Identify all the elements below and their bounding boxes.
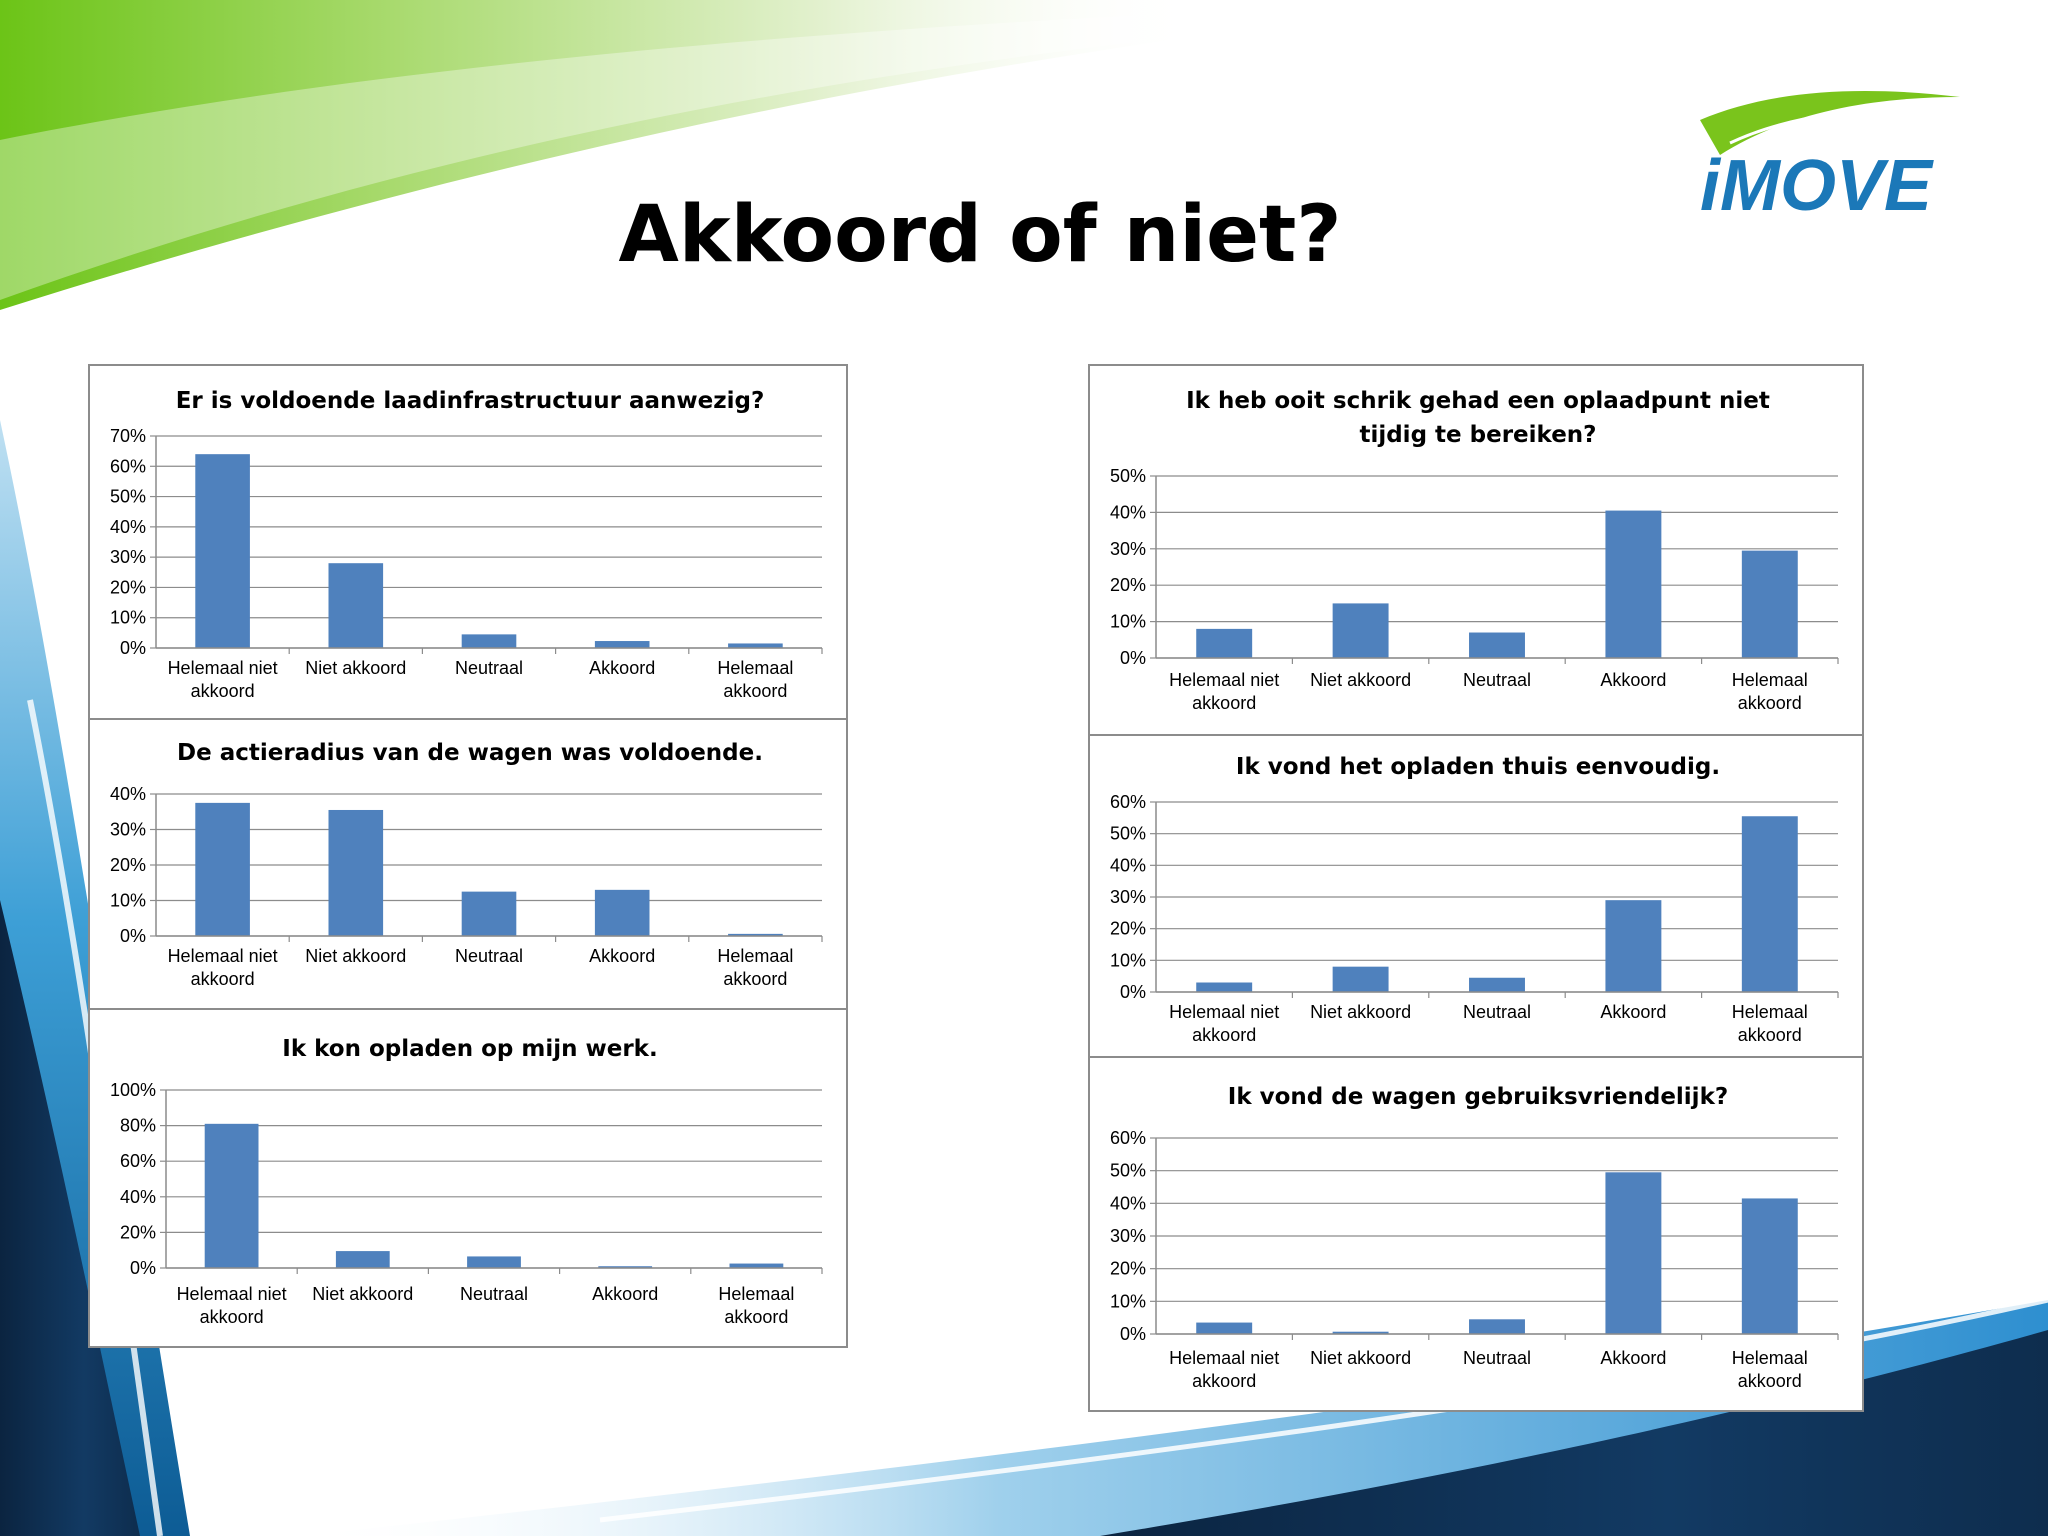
chart-title: Ik vond de wagen gebruiksvriendelijk? xyxy=(1227,1084,1729,1110)
bar xyxy=(205,1124,259,1268)
x-tick-label: Helemaal xyxy=(718,1284,795,1304)
y-tick-label: 40% xyxy=(119,1186,156,1207)
y-tick-label: 20% xyxy=(1109,918,1146,939)
x-tick-label: akkoord xyxy=(1192,1025,1257,1045)
x-tick-label: akkoord xyxy=(1192,1371,1257,1391)
y-tick-label: 50% xyxy=(1109,823,1146,844)
bar xyxy=(328,563,383,648)
x-tick-label: Helemaal xyxy=(1731,1348,1808,1368)
x-tick-label: Niet akkoord xyxy=(305,658,407,678)
x-tick-label: akkoord xyxy=(723,969,788,989)
chart-panel-schrik-oplaadpunt xyxy=(1088,364,1864,736)
y-tick-label: 10% xyxy=(1109,611,1146,632)
chart-title: tijdig te bereiken? xyxy=(1359,422,1597,448)
bar xyxy=(1742,551,1798,658)
x-tick-label: akkoord xyxy=(1737,693,1802,713)
y-tick-label: 0% xyxy=(129,1258,156,1278)
x-tick-label: Neutraal xyxy=(1462,1348,1532,1368)
bar xyxy=(1605,1172,1661,1334)
chart-title: Ik kon opladen op mijn werk. xyxy=(282,1036,658,1062)
x-tick-label: Helemaal xyxy=(717,658,794,678)
y-tick-label: 20% xyxy=(1109,1258,1146,1279)
bar xyxy=(595,890,650,936)
bar xyxy=(336,1251,390,1268)
y-tick-label: 30% xyxy=(109,547,146,568)
y-tick-label: 60% xyxy=(119,1151,156,1172)
x-tick-label: Helemaal xyxy=(1731,1002,1808,1022)
y-tick-label: 0% xyxy=(119,926,146,946)
y-tick-label: 40% xyxy=(109,784,146,804)
slide-title: Akkoord of niet? xyxy=(618,190,1342,280)
chart-panel-gebruiksvriendelijk xyxy=(1088,1056,1864,1412)
x-tick-label: Helemaal niet xyxy=(167,658,278,678)
x-tick-label: Helemaal niet xyxy=(176,1284,287,1304)
bar xyxy=(1742,1198,1798,1334)
x-tick-label: Niet akkoord xyxy=(1310,1002,1412,1022)
x-tick-label: Helemaal niet xyxy=(1169,670,1280,690)
x-tick-label: Helemaal xyxy=(1731,670,1808,690)
bar-chart-opladen-werk xyxy=(90,1010,850,1350)
x-tick-label: Neutraal xyxy=(459,1284,529,1304)
chart-panel-laadinfrastructuur xyxy=(88,364,848,720)
x-tick-label: Akkoord xyxy=(1600,1002,1667,1022)
x-tick-label: Niet akkoord xyxy=(312,1284,414,1304)
x-tick-label: Akkoord xyxy=(1600,1348,1667,1368)
chart-panel-actieradius xyxy=(88,718,848,1010)
y-tick-label: 30% xyxy=(1109,538,1146,559)
x-tick-label: Akkoord xyxy=(589,946,656,966)
bar xyxy=(1605,900,1661,992)
y-tick-label: 80% xyxy=(119,1115,156,1136)
y-tick-label: 50% xyxy=(1109,1160,1146,1181)
y-tick-label: 0% xyxy=(119,638,146,658)
y-tick-label: 10% xyxy=(1109,950,1146,971)
y-tick-label: 60% xyxy=(1109,1128,1146,1148)
bar xyxy=(1196,983,1252,993)
bar-chart-laadinfrastructuur xyxy=(90,366,850,722)
y-tick-label: 10% xyxy=(1109,1291,1146,1312)
bar xyxy=(195,454,250,648)
x-tick-label: Niet akkoord xyxy=(305,946,407,966)
x-tick-label: Neutraal xyxy=(1462,1002,1532,1022)
x-tick-label: akkoord xyxy=(190,681,255,701)
chart-panel-opladen-werk xyxy=(88,1008,848,1348)
bar xyxy=(1196,629,1252,658)
x-tick-label: Neutraal xyxy=(1462,670,1532,690)
y-tick-label: 30% xyxy=(109,819,146,840)
y-tick-label: 100% xyxy=(109,1080,156,1100)
bar xyxy=(1742,816,1798,992)
y-tick-label: 50% xyxy=(1109,466,1146,486)
bar xyxy=(1469,978,1525,992)
bar xyxy=(462,892,517,936)
y-tick-label: 30% xyxy=(1109,1226,1146,1246)
x-tick-label: Neutraal xyxy=(454,946,524,966)
x-tick-label: Akkoord xyxy=(1600,670,1667,690)
chart-title: Ik heb ooit schrik gehad een oplaadpunt niet xyxy=(1186,388,1770,414)
x-tick-label: Akkoord xyxy=(589,658,656,678)
bar-chart-opladen-thuis xyxy=(1090,736,1866,1060)
x-tick-label: Helemaal xyxy=(717,946,794,966)
y-tick-label: 20% xyxy=(109,855,146,875)
y-tick-label: 40% xyxy=(1109,855,1146,876)
x-tick-label: Helemaal niet xyxy=(167,946,278,966)
y-tick-label: 30% xyxy=(1109,887,1146,907)
y-tick-label: 40% xyxy=(1109,502,1146,523)
y-tick-label: 20% xyxy=(109,577,146,598)
x-tick-label: Niet akkoord xyxy=(1310,670,1412,690)
y-tick-label: 50% xyxy=(109,486,146,507)
y-tick-label: 0% xyxy=(1119,648,1146,668)
y-tick-label: 10% xyxy=(109,607,146,628)
x-tick-label: akkoord xyxy=(1737,1025,1802,1045)
y-tick-label: 10% xyxy=(109,890,146,911)
y-tick-label: 20% xyxy=(119,1222,156,1243)
bar-chart-actieradius xyxy=(90,720,850,1012)
bar-chart-schrik-oplaadpunt xyxy=(1090,366,1866,738)
x-tick-label: Helemaal niet xyxy=(1169,1002,1280,1022)
x-tick-label: Akkoord xyxy=(592,1284,659,1304)
logo-text: iMOVE xyxy=(1700,146,1933,225)
x-tick-label: akkoord xyxy=(724,1307,789,1327)
chart-title: Er is voldoende laadinfrastructuur aanwezig? xyxy=(175,388,765,414)
bar-chart-gebruiksvriendelijk xyxy=(1090,1058,1866,1414)
bar xyxy=(1469,633,1525,658)
y-tick-label: 20% xyxy=(1109,575,1146,596)
bar xyxy=(467,1256,521,1268)
y-tick-label: 60% xyxy=(109,456,146,477)
bar xyxy=(595,641,650,648)
x-tick-label: Neutraal xyxy=(454,658,524,678)
chart-panel-opladen-thuis xyxy=(1088,734,1864,1058)
bar xyxy=(328,810,383,936)
y-tick-label: 0% xyxy=(1119,1324,1146,1344)
bar xyxy=(1333,967,1389,992)
y-tick-label: 0% xyxy=(1119,982,1146,1002)
x-tick-label: akkoord xyxy=(190,969,255,989)
bar xyxy=(1605,511,1661,658)
bar xyxy=(1469,1319,1525,1334)
y-tick-label: 40% xyxy=(1109,1193,1146,1214)
y-tick-label: 40% xyxy=(109,516,146,537)
y-tick-label: 60% xyxy=(1109,792,1146,812)
x-tick-label: Niet akkoord xyxy=(1310,1348,1412,1368)
chart-title: De actieradius van de wagen was voldoende. xyxy=(177,740,763,766)
x-tick-label: akkoord xyxy=(199,1307,264,1327)
y-tick-label: 70% xyxy=(109,426,146,446)
chart-title: Ik vond het opladen thuis eenvoudig. xyxy=(1235,754,1721,780)
x-tick-label: akkoord xyxy=(723,681,788,701)
bar xyxy=(1333,603,1389,658)
x-tick-label: Helemaal niet xyxy=(1169,1348,1280,1368)
bar xyxy=(195,803,250,936)
bar xyxy=(1196,1323,1252,1334)
bar xyxy=(462,634,517,648)
x-tick-label: akkoord xyxy=(1737,1371,1802,1391)
x-tick-label: akkoord xyxy=(1192,693,1257,713)
